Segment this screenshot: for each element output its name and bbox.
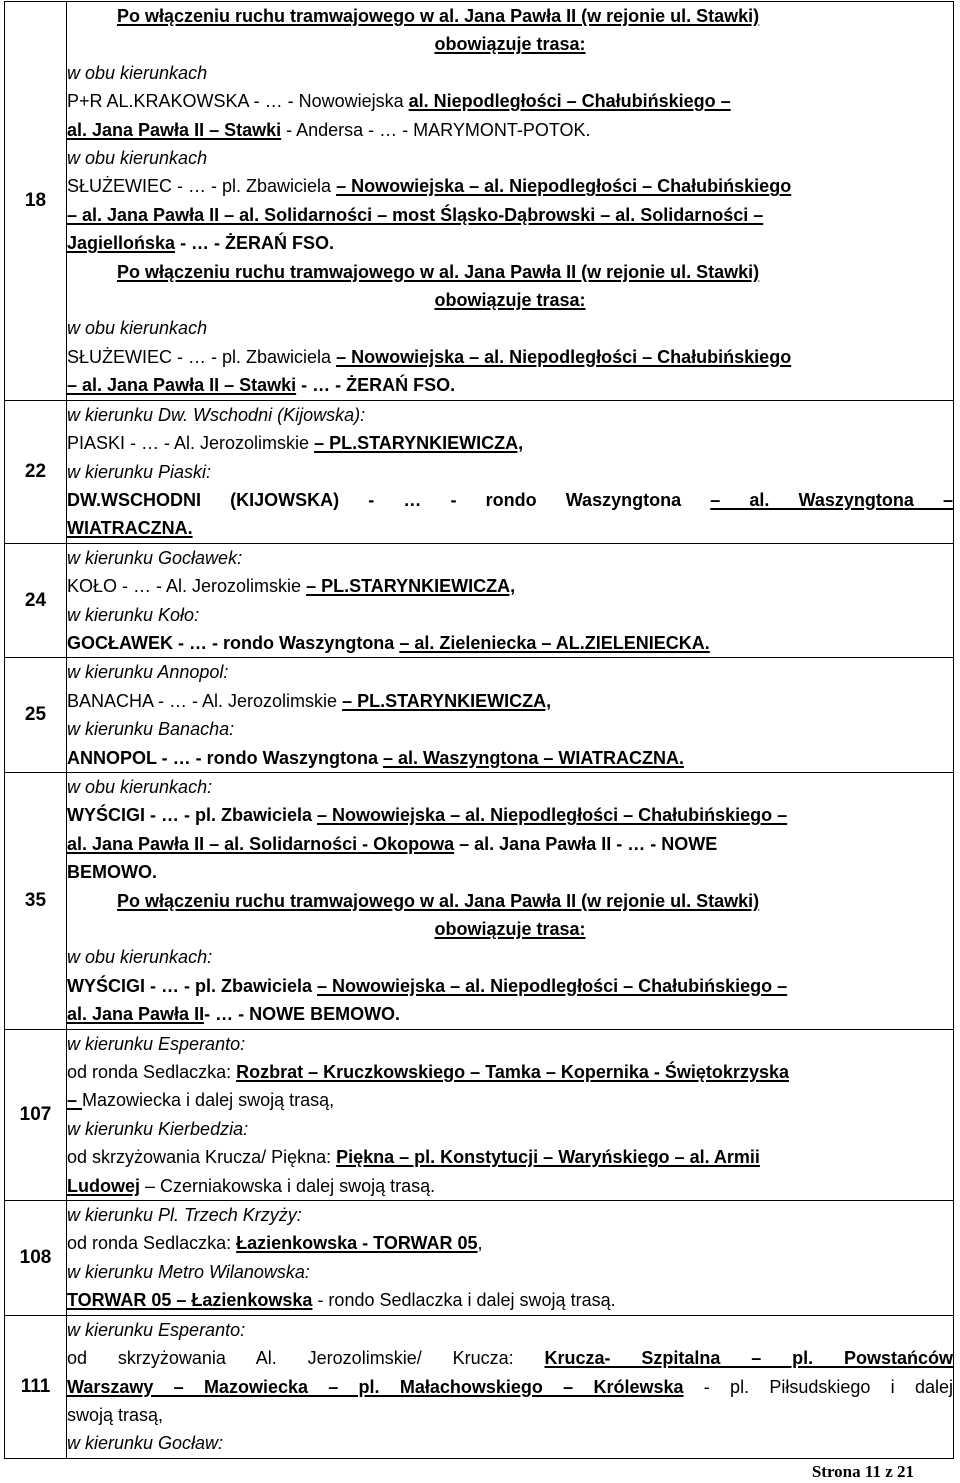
route-line: WYŚCIGI - … - pl. Zbawiciela – Nowowiejska – al. Niepodległości – Chałubińskiego – [67, 805, 788, 826]
direction-label: w obu kierunkach: [67, 776, 213, 797]
route-description [67, 1029, 954, 1200]
route-line: WIATRACZNA. [67, 518, 193, 539]
route-heading: obowiązuje trasa: [434, 34, 586, 55]
route-row-107 [5, 1029, 954, 1200]
route-line: TORWAR 05 – Łazienkowska - rondo Sedlaczka i dalej swoją trasą. [67, 1290, 616, 1311]
tram-notice: Po włączeniu ruchu tramwajowego w al. Jana Pawła II (w rejonie ul. Stawki) [117, 890, 760, 911]
route-row-24 [5, 543, 954, 658]
route-description [67, 1201, 954, 1316]
route-number: 108 [5, 1201, 67, 1316]
route-row-18 [5, 2, 954, 401]
direction-label: w kierunku Piaski: [67, 461, 212, 482]
route-number: 22 [5, 400, 67, 543]
direction-label: w kierunku Metro Wilanowska: [67, 1261, 310, 1282]
route-row-25 [5, 658, 954, 773]
route-description [67, 2, 954, 401]
direction-label: w kierunku Annopol: [67, 662, 229, 683]
direction-label: w obu kierunkach [67, 318, 208, 339]
direction-label: w kierunku Koło: [67, 604, 200, 625]
direction-label: w kierunku Esperanto: [67, 1319, 246, 1340]
route-line: al. Jana Pawła II- … - NOWE BEMOWO. [67, 1004, 401, 1025]
direction-label: w obu kierunkach: [67, 947, 213, 968]
route-line: od skrzyżowania Al. Jerozolimskie/ Krucza: Krucza- Szpitalna – pl. Powstańców [67, 1348, 953, 1369]
route-line: ANNOPOL - … - rondo Waszyngtona – al. Waszyngtona – WIATRACZNA. [67, 747, 685, 768]
route-line: od skrzyżowania Krucza/ Piękna: Piękna – pl. Konstytucji – Waryńskiego – al. Armii [67, 1147, 760, 1168]
route-line: od ronda Sedlaczka: Łazienkowska - TORWAR 05, [67, 1233, 483, 1254]
route-line: P+R AL.KRAKOWSKA - … - Nowowiejska al. Niepodległości – Chałubińskiego – [67, 91, 731, 112]
route-line: SŁUŻEWIEC - … - pl. Zbawiciela – Nowowiejska – al. Niepodległości – Chałubińskiego [67, 176, 792, 197]
page-footer: Strona 11 z 21 [811, 1462, 914, 1481]
route-line: WYŚCIGI - … - pl. Zbawiciela – Nowowiejska – al. Niepodległości – Chałubińskiego – [67, 975, 788, 996]
route-number: 18 [5, 2, 67, 401]
direction-label: w kierunku Banacha: [67, 719, 235, 740]
route-line: DW.WSCHODNI (KIJOWSKA) - … - rondo Waszyngtona – al. Waszyngtona – [67, 489, 953, 510]
route-description [67, 400, 954, 543]
route-number: 25 [5, 658, 67, 773]
route-line: – Mazowiecka i dalej swoją trasą, [67, 1090, 335, 1111]
route-number: 107 [5, 1029, 67, 1200]
route-number: 24 [5, 543, 67, 658]
direction-label: w kierunku Dw. Wschodni (Kijowska): [67, 404, 366, 425]
direction-label: w obu kierunkach [67, 62, 208, 83]
route-number: 35 [5, 772, 67, 1029]
route-description [67, 543, 954, 658]
route-description [67, 1315, 954, 1458]
route-row-108 [5, 1201, 954, 1316]
tram-notice: Po włączeniu ruchu tramwajowego w al. Jana Pawła II (w rejonie ul. Stawki) [117, 261, 760, 282]
route-line: BANACHA - … - Al. Jerozolimskie – PL.STARYNKIEWICZA, [67, 690, 552, 711]
direction-label: w kierunku Pl. Trzech Krzyży: [67, 1205, 302, 1226]
route-line: Jagiellońska - … - ŻERAŃ FSO. [67, 233, 335, 254]
tram-notice: Po włączeniu ruchu tramwajowego w al. Jana Pawła II (w rejonie ul. Stawki) [117, 6, 760, 26]
route-line: PIASKI - … - Al. Jerozolimskie – PL.STARYNKIEWICZA, [67, 433, 524, 454]
route-line: – al. Jana Pawła II – Stawki - … - ŻERAŃ FSO. [67, 375, 456, 396]
direction-label: w kierunku Kierbedzia: [67, 1118, 249, 1139]
route-row-22 [5, 400, 954, 543]
direction-label: w kierunku Gocławek: [67, 547, 243, 568]
route-row-111 [5, 1315, 954, 1458]
route-line: al. Jana Pawła II – Stawki - Andersa - … - MARYMONT-POTOK. [67, 119, 591, 140]
route-number: 111 [5, 1315, 67, 1458]
route-line: – al. Jana Pawła II – al. Solidarności – most Śląsko-Dąbrowski – al. Solidarności – [67, 204, 764, 225]
route-line: Ludowej – Czerniakowska i dalej swoją trasą. [67, 1175, 436, 1196]
route-line: GOCŁAWEK - … - rondo Waszyngtona – al. Zieleniecka – AL.ZIELENIECKA. [67, 632, 710, 653]
route-line: al. Jana Pawła II – al. Solidarności - Okopowa – al. Jana Pawła II - … - NOWE [67, 833, 718, 854]
route-heading: obowiązuje trasa: [434, 290, 586, 311]
direction-label: w kierunku Gocław: [67, 1433, 224, 1454]
direction-label: w kierunku Esperanto: [67, 1033, 246, 1054]
route-row-35 [5, 772, 954, 1029]
route-description [67, 658, 954, 773]
route-heading: obowiązuje trasa: [434, 919, 586, 939]
route-line: Warszawy – Mazowiecka – pl. Małachowskiego – Królewska - pl. Piłsudskiego i dalej [67, 1376, 953, 1397]
route-line: od ronda Sedlaczka: Rozbrat – Kruczkowskiego – Tamka – Kopernika - Świętokrzyska [67, 1062, 789, 1083]
route-line: SŁUŻEWIEC - … - pl. Zbawiciela – Nowowiejska – al. Niepodległości – Chałubińskiego [67, 346, 792, 367]
direction-label: w obu kierunkach [67, 148, 208, 169]
routes-table [4, 1, 954, 1459]
route-description [67, 772, 954, 1029]
route-line: swoją trasą, [67, 1404, 164, 1425]
route-line: KOŁO - … - Al. Jerozolimskie – PL.STARYNKIEWICZA, [67, 576, 516, 597]
route-line: BEMOWO. [67, 862, 157, 883]
